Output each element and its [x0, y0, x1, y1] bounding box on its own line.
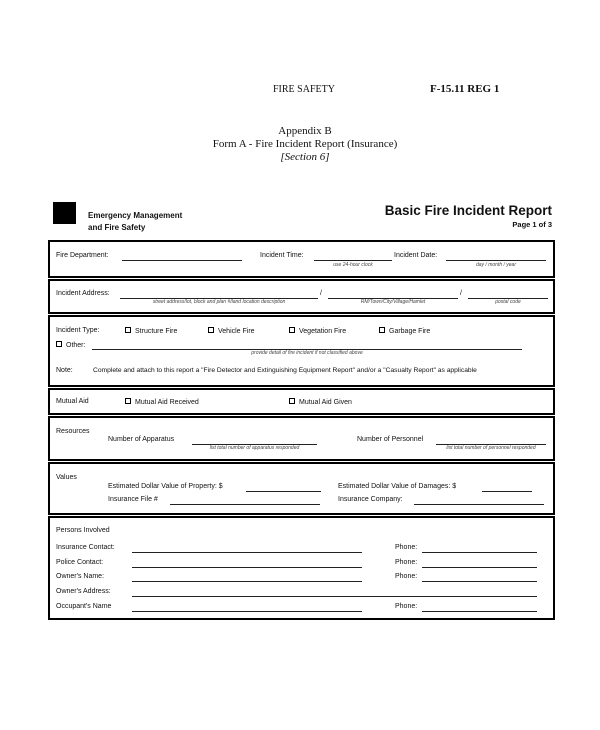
- personnel-label: Number of Personnel: [357, 436, 424, 443]
- postal-hint: postal code: [495, 299, 521, 305]
- header-left: FIRE SAFETY: [273, 84, 335, 95]
- note-text: Complete and attach to this report a "Fire Detector and Extinguishing Equipment Report" and/or a "Casualty Report" as applicable: [93, 367, 477, 374]
- checkbox[interactable]: [208, 327, 214, 333]
- owner-address-field[interactable]: [132, 596, 537, 597]
- incident-date-label: Incident Date:: [394, 252, 438, 259]
- fire-department-field[interactable]: [122, 260, 242, 261]
- occupant-name-label: Occupant's Name: [56, 603, 112, 610]
- damages-value-field[interactable]: [482, 491, 532, 492]
- section-incident-type: [48, 315, 555, 387]
- section-ref: [Section 6]: [280, 151, 330, 163]
- section-mutual-aid: [48, 388, 555, 415]
- type-other[interactable]: Other:: [56, 341, 85, 349]
- incident-time-label: Incident Time:: [260, 252, 304, 259]
- mutual-aid-received[interactable]: Mutual Aid Received: [125, 398, 199, 406]
- checkbox[interactable]: [379, 327, 385, 333]
- time-hint: use 24-hour clock: [333, 262, 373, 268]
- type-option[interactable]: Garbage Fire: [379, 327, 430, 335]
- page-indicator: Page 1 of 3: [512, 220, 552, 229]
- insurance-file-field[interactable]: [170, 504, 320, 505]
- form-title: Form A - Fire Incident Report (Insurance): [212, 138, 398, 150]
- incident-time-field[interactable]: [314, 260, 392, 261]
- note-label: Note:: [56, 367, 73, 374]
- apparatus-hint: list total number of apparatus responded: [209, 445, 300, 451]
- resources-label: Resources: [56, 428, 90, 435]
- insurance-company-field[interactable]: [414, 504, 544, 505]
- header-form-number: F-15.11 REG 1: [430, 83, 500, 95]
- insurance-company-label: Insurance Company:: [338, 496, 403, 503]
- incident-date-field[interactable]: [446, 260, 546, 261]
- section-department: [48, 240, 555, 278]
- checkbox[interactable]: [125, 398, 131, 404]
- checkbox[interactable]: [56, 341, 62, 347]
- mutual-aid-given[interactable]: Mutual Aid Given: [289, 398, 352, 406]
- type-option[interactable]: Vegetation Fire: [289, 327, 346, 335]
- type-option[interactable]: Vehicle Fire: [208, 327, 255, 335]
- city-hint: RM/Town/City/Village/Hamlet: [360, 299, 426, 305]
- incident-type-label: Incident Type:: [56, 327, 100, 334]
- occupant-name-field[interactable]: [132, 611, 362, 612]
- insurance-contact-label: Insurance Contact:: [56, 544, 115, 551]
- insurance-file-label: Insurance File #: [108, 496, 158, 503]
- checkbox[interactable]: [289, 327, 295, 333]
- persons-involved-label: Persons Involved: [56, 527, 110, 534]
- phone-field[interactable]: [422, 552, 537, 553]
- phone-label: Phone:: [395, 544, 418, 551]
- checkbox[interactable]: [289, 398, 295, 404]
- fire-department-label: Fire Department:: [56, 252, 109, 259]
- org-line-1: Emergency Management: [88, 211, 183, 220]
- personnel-hint: list total number of personnel responded: [446, 445, 536, 451]
- phone-label: Phone:: [395, 573, 418, 580]
- owner-name-label: Owner's Name:: [56, 573, 105, 580]
- section-values: [48, 462, 555, 515]
- address-hint: street address/lot, block and plan #/land location description: [152, 299, 286, 305]
- report-title: Basic Fire Incident Report: [384, 203, 552, 218]
- phone-field[interactable]: [422, 581, 537, 582]
- phone-field[interactable]: [422, 567, 537, 568]
- insurance-contact-field[interactable]: [132, 552, 362, 553]
- section-resources: [48, 416, 555, 461]
- police-contact-field[interactable]: [132, 567, 362, 568]
- date-hint: day / month / year: [475, 262, 517, 268]
- incident-address-label: Incident Address:: [56, 290, 110, 297]
- values-label: Values: [56, 474, 77, 481]
- apparatus-label: Number of Apparatus: [108, 436, 175, 443]
- owner-name-field[interactable]: [132, 581, 362, 582]
- property-value-field[interactable]: [246, 491, 321, 492]
- phone-label: Phone:: [395, 559, 418, 566]
- appendix-title: Appendix B: [278, 125, 332, 137]
- mutual-aid-label: Mutual Aid: [56, 398, 89, 405]
- section-persons: [48, 516, 555, 620]
- damages-value-label: Estimated Dollar Value of Damages: $: [338, 483, 457, 490]
- type-option[interactable]: Structure Fire: [125, 327, 177, 335]
- police-contact-label: Police Contact:: [56, 559, 104, 566]
- other-hint: provide detail of fire incident if not classified above: [251, 350, 363, 356]
- logo-square: [53, 202, 76, 224]
- separator: /: [460, 290, 462, 297]
- checkbox[interactable]: [125, 327, 131, 333]
- org-line-2: and Fire Safety: [88, 223, 146, 232]
- phone-label: Phone:: [395, 603, 418, 610]
- property-value-label: Estimated Dollar Value of Property: $: [108, 483, 223, 490]
- separator: /: [320, 290, 322, 297]
- owner-address-label: Owner's Address:: [56, 588, 111, 595]
- phone-field[interactable]: [422, 611, 537, 612]
- section-address: [48, 279, 555, 314]
